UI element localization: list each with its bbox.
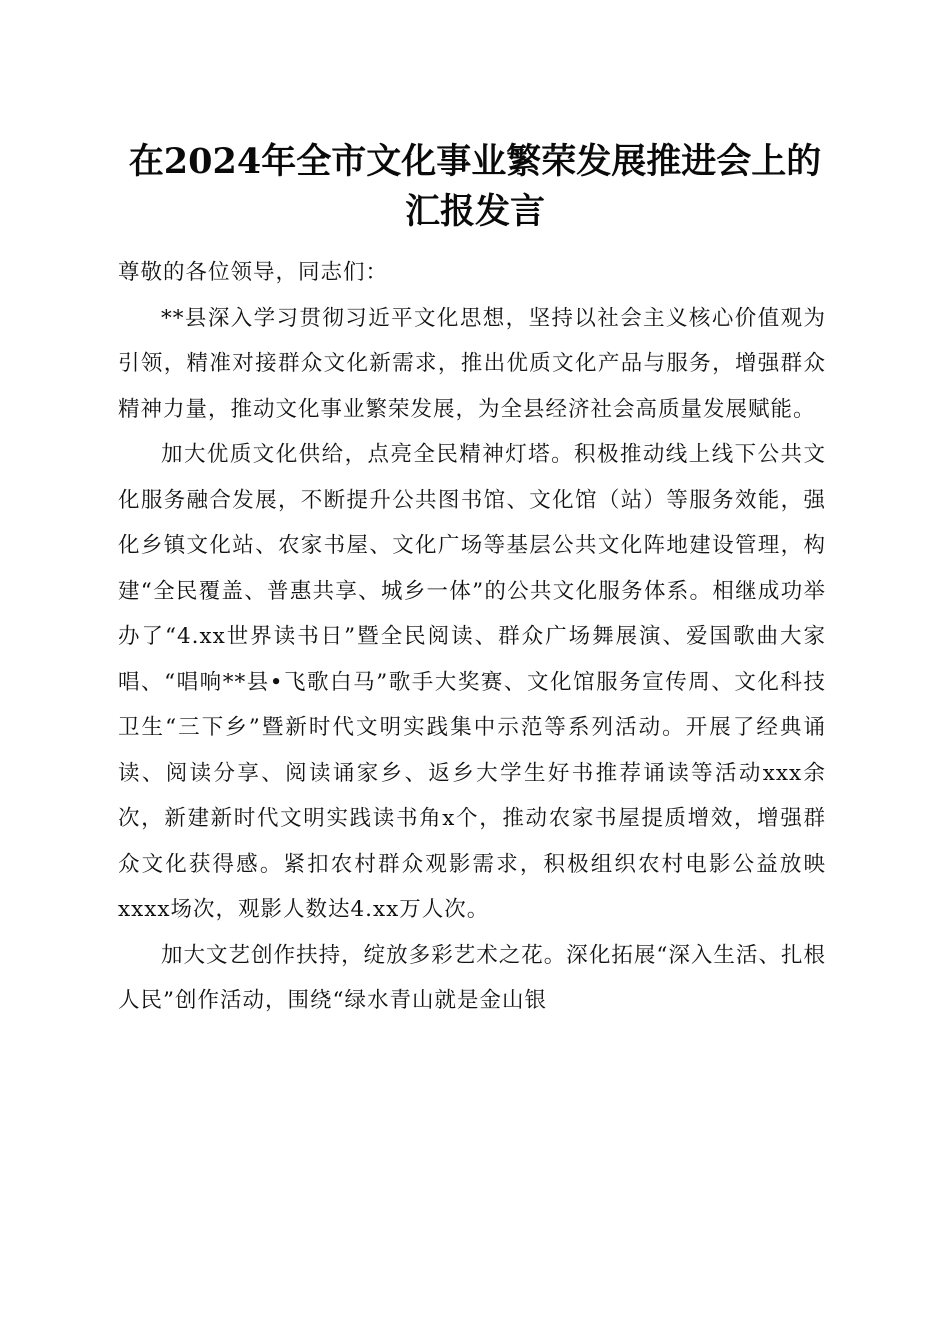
document-body bbox=[118, 250, 826, 1024]
salutation: 尊敬的各位领导，同志们： bbox=[118, 260, 389, 285]
document-title bbox=[100, 137, 850, 237]
title-line-2: 汇报发言 bbox=[404, 191, 545, 232]
title-line-1: 在2024年全市文化事业繁荣发展推进会上的 bbox=[128, 141, 822, 182]
paragraph-art-creation: 加大文艺创作扶持，绽放多彩艺术之花。深化拓展“深入生活、扎根人民”创作活动，围绕“绿水青山就是金山银 bbox=[118, 942, 826, 1013]
paragraph-intro: **县深入学习贯彻习近平文化思想，坚持以社会主义核心价值观为引领，精准对接群众文化新需求，推出优质文化产品与服务，增强群众精神力量，推动文化事业繁荣发展，为全县经济社会高质量发展赋能。 bbox=[118, 305, 826, 422]
paragraph-cultural-supply: 加大优质文化供给，点亮全民精神灯塔。积极推动线上线下公共文化服务融合发展，不断提升公共图书馆、文化馆（站）等服务效能，强化乡镇文化站、农家书屋、文化广场等基层公共文化阵地建设管理，构建“全民覆盖、普惠共享、城乡一体”的公共文化服务体系。相继成功举办了“4.xx世界读书日”暨全民阅读、群众广场舞展演、爱国歌曲大家唱、“唱响**县•飞歌白马”歌手大奖赛、文化馆服务宣传周、文化科技卫生“三下乡”暨新时代文明实践集中示范等系列活动。开展了经典诵读、阅读分享、阅读诵家乡、返乡大学生好书推荐诵读等活动xxx余次，新建新时代文明实践读书角x个，推动农家书屋提质增效，增强群众文化获得感。紧扣农村群众观影需求，积极组织农村电影公益放映xxxx场次，观影人数达4.xx万人次。 bbox=[118, 442, 826, 922]
